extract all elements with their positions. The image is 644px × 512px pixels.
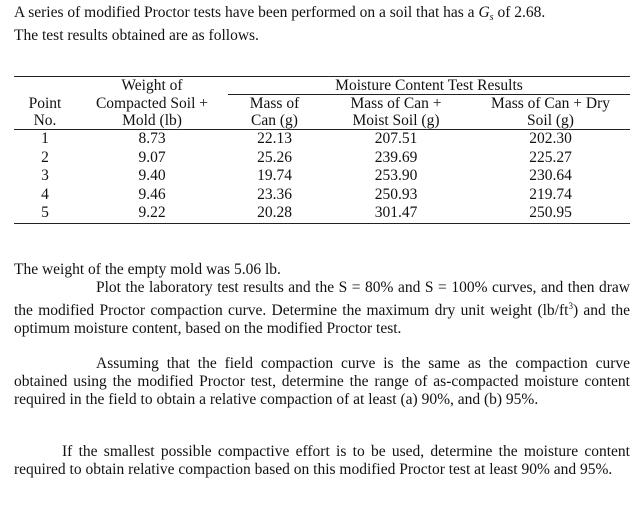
cell-moist: 239.69	[374, 148, 418, 166]
cell-moist: 250.93	[374, 185, 418, 203]
cell-weight: 8.73	[138, 130, 166, 147]
cell-can: 23.36	[257, 185, 292, 203]
header-point-blank	[14, 77, 76, 95]
cell-moist: 301.47	[321, 204, 471, 223]
cell-point: 3	[41, 167, 49, 184]
cell-can: 25.26	[257, 148, 292, 166]
cell-can: 20.28	[228, 204, 321, 223]
cell-point: 2	[41, 148, 49, 166]
header-dry-line2: Soil (g)	[471, 112, 630, 130]
table-row	[14, 186, 630, 205]
table-row	[14, 130, 630, 149]
gs-subscript: s	[489, 12, 494, 23]
header-weight-line1: Weight of	[76, 77, 228, 95]
header-can-line2: Can (g)	[228, 112, 321, 130]
header-moist-line2: Moist Soil (g)	[321, 112, 471, 130]
cell-dry: 230.64	[529, 167, 572, 184]
cell-can: 22.13	[257, 130, 292, 147]
cell-point: 1	[41, 130, 49, 147]
cell-point: 4	[41, 185, 49, 203]
group-header: Moisture Content Test Results	[228, 77, 630, 95]
cell-dry: 202.30	[529, 130, 572, 147]
cell-can: 19.74	[257, 167, 292, 184]
cell-point: 5	[14, 204, 76, 223]
header-dry-line1: Mass of Can + Dry	[491, 95, 610, 112]
task-3-paragraph: If the smallest possible compactive effort is to be used, determine the moisture content required to obtain relative compaction based on this modified Proctor test at least 90% and 95%.	[14, 443, 630, 478]
cell-weight: 9.40	[138, 167, 166, 184]
cell-weight: 9.07	[138, 148, 166, 166]
cell-weight: 9.22	[76, 204, 228, 223]
header-weight-line3: Mold (lb)	[76, 112, 228, 130]
header-point-no: No.	[14, 112, 76, 130]
table-row	[14, 204, 630, 223]
mold-weight-note: The weight of the empty mold was 5.06 lb.	[14, 261, 281, 278]
cell-dry: 225.27	[529, 148, 572, 166]
unit-superscript: 3	[568, 301, 573, 311]
intro-line-2: The test results obtained are as follows.	[14, 27, 259, 44]
table-row	[14, 149, 630, 168]
task-2-paragraph: Assuming that the field compaction curve is the same as the compaction curve obtained using the modified Proctor test, determine the range of as-compacted moisture content required in the field to obtain a relative compaction of at least (a) 90%, and (b) 95%.	[14, 355, 630, 408]
task-1-paragraph: Plot the laboratory test results and the S = 80% and S = 100% curves, and then draw the modified Proctor compaction curve. Determine the maximum dry unit weight $(lb/ft^3)$ and the optimum moisture content, based on the modified Proctor test.	[14, 279, 630, 337]
cell-weight: 9.46	[138, 185, 166, 203]
header-can-line1: Mass of	[249, 95, 300, 112]
header-weight-line2: Compacted Soil +	[95, 94, 209, 112]
header-point: Point	[28, 94, 62, 112]
proctor-results-table	[14, 76, 630, 224]
intro-line-1: A series of modified Proctor tests have been performed on a soil that has a $G_s$ of 2.68.	[14, 4, 546, 23]
gs-symbol: G	[478, 4, 490, 21]
table-row	[14, 167, 630, 186]
problem-intro	[14, 4, 634, 45]
cell-moist: 207.51	[374, 130, 418, 147]
cell-dry: 219.74	[529, 185, 572, 203]
cell-dry: 250.95	[471, 204, 630, 223]
cell-moist: 253.90	[374, 167, 418, 184]
header-moist-line1: Mass of Can +	[350, 95, 442, 112]
